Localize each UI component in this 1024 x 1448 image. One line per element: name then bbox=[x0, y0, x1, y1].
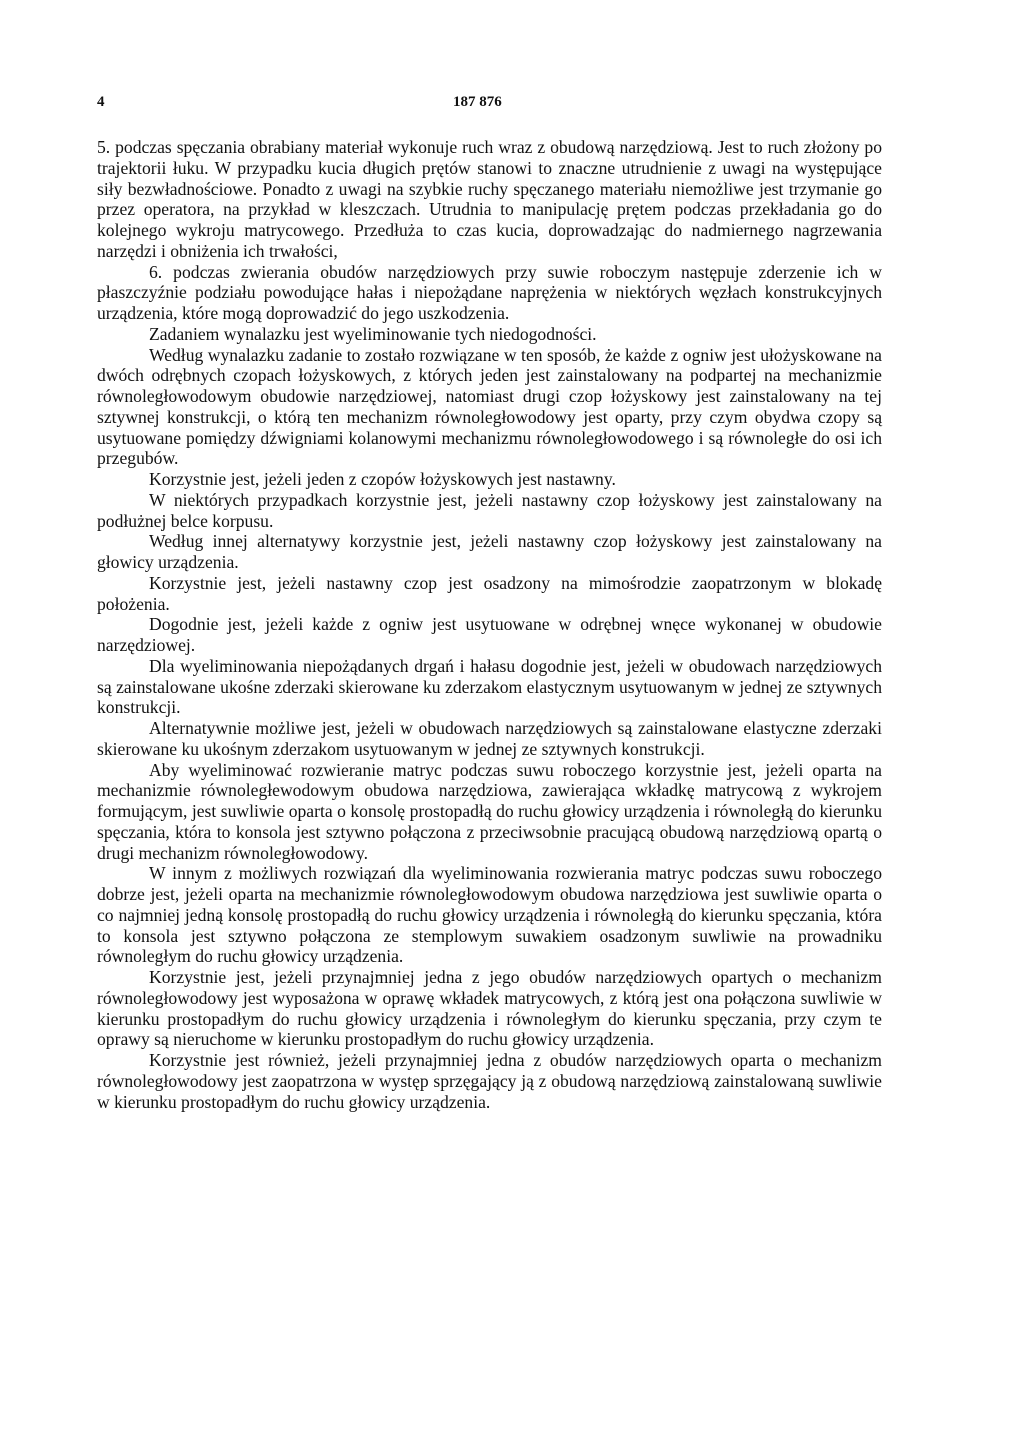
paragraph-elastic-stops: Alternatywnie możliwe jest, jeżeli w obudowach narzędziowych są zainstalowane elastyczne zderzaki skierowane ku ukośnym zderzakom usytuowanym w jednej ze sztywnych konstrukcji. bbox=[97, 718, 882, 759]
paragraph-alternative-console: W innym z możliwych rozwiązań dla wyeliminowania rozwierania matryc podczas suwu roboczego dobrze jest, jeżeli oparta na mechanizmie równoległowodowym obudowa narzędziowa jest suwliwie oparta o co najmniej jedną konsolę prostopadłą do ruchu głowicy urządzenia i równoległą do kierunku spęczania, która to konsola jest sztywno połączona ze stemplowym suwakiem osadzonym suwliwie na prowadniku równoległym do ruchu głowicy urządzenia. bbox=[97, 863, 882, 967]
paragraph-item-5: 5. podczas spęczania obrabiany materiał wykonuje ruch wraz z obudową narzędziową. Jest to ruch złożony po trajektorii łuku. W przypadku kucia długich prętów stanowi to znaczne utrudnienie z uwagi na występujące siły bezwładnościowe. Ponadto z uwagi na szybkie ruchy spęczanego materiału niemożliwe jest trzymanie go przez operatora, na przykład w kleszczach. Utrudnia to manipulację prętem podczas przekładania go do kolejnego wykroju matrycowego. Przedłuża to czas kucia, doprowadzając do nadmiernego nagrzewania narzędzi i obniżenia ich trwałości, bbox=[97, 137, 882, 261]
paragraph-coupling-projection: Korzystnie jest również, jeżeli przynajmniej jedna z obudów narzędziowych oparta o mechanizm równoległowodowy jest zaopatrzona w występ sprzęgający ją z obudową narzędziową zainstalowaną suwliwie w kierunku prostopadłym do ruchu głowicy urządzenia. bbox=[97, 1050, 882, 1112]
page-number: 4 bbox=[97, 94, 105, 110]
page-header bbox=[97, 94, 882, 116]
paragraph-head-mounted-pin: Według innej alternatywy korzystnie jest, jeżeli nastawny czop łożyskowy jest zainstalowany na głowicy urządzenia. bbox=[97, 531, 882, 572]
paragraph-oblique-stops: Dla wyeliminowania niepożądanych drgań i hałasu dogodnie jest, jeżeli w obudowach narzędziowych są zainstalowane ukośne zderzaki skierowane ku zderzakom elastycznym usytuowanym w jednej ze sztywnych konstrukcji. bbox=[97, 655, 882, 718]
paragraph-objective: Zadaniem wynalazku jest wyeliminowanie tych niedogodności. bbox=[149, 323, 597, 344]
paragraph-eccentric: Korzystnie jest, jeżeli nastawny czop jest osadzony na mimośrodzie zaopatrzonym w blokadę położenia. bbox=[97, 572, 882, 614]
paragraph-console: Aby wyeliminować rozwieranie matryc podczas suwu roboczego korzystnie jest, jeżeli oparta na mechanizmie równoległewodowym obudowa narzędziowa, zawierająca wkładkę matrycową z wykrojem formującym, jest suwliwie oparta o konsolę prostopadłą do ruchu głowicy urządzenia i równoległą do kierunku spęczania, która to konsola jest sztywno połączona z przeciwsobnie pracującą obudową narzędziową opartą o drugi mechanizm równoległowodowy. bbox=[97, 759, 882, 863]
paragraph-longitudinal-beam: W niektórych przypadkach korzystnie jest, jeżeli nastawny czop łożyskowy jest zainstalowany na podłużnej belce korpusu. bbox=[97, 489, 882, 531]
paragraph-recess: Dogodnie jest, jeżeli każde z ogniw jest usytuowane w odrębnej wnęce wykonanej w obudowie narzędziowej. bbox=[97, 614, 882, 655]
paragraph-solution: Według wynalazku zadanie to zostało rozwiązane w ten sposób, że każde z ogniw jest ułożyskowane na dwóch odrębnych czopach łożyskowych, z których jeden jest zainstalowany na podpartej na mechanizmie równoległowodowym obudowie narzędziowej, natomiast drugi czop łożyskowy jest zainstalowany na tej sztywnej konstrukcji, o którą ten mechanizm równoległowodowy jest oparty, przy czym obydwa czopy są usytuowane pomiędzy dźwigniami kolanowymi mechanizmu równoległowodowego i są równoległe do osi ich przegubów. bbox=[97, 344, 882, 469]
paragraph-adjustable-pin: Korzystnie jest, jeżeli jeden z czopów łożyskowych jest nastawny. bbox=[149, 469, 616, 489]
patent-number: 187 876 bbox=[453, 94, 502, 110]
body-text bbox=[97, 137, 882, 1112]
paragraph-die-holder: Korzystnie jest, jeżeli przynajmniej jedna z jego obudów narzędziowych opartych o mechanizm równoległowodowy jest wyposażona w oprawę wkładek matrycowych, z którą jest ona połączona suwliwie w kierunku prostopadłym do ruchu głowicy urządzenia i równoległym do kierunku spęczania, przy czym te oprawy są nieruchome w kierunku prostopadłym do ruchu głowicy urządzenia. bbox=[97, 967, 882, 1050]
paragraph-item-6: 6. podczas zwierania obudów narzędziowych przy suwie roboczym następuje zderzenie ich w płaszczyźnie podziału powodujące hałas i niepożądane naprężenia w niektórych węzłach konstrukcyjnych urządzenia, które mogą doprowadzić do jego uszkodzenia. bbox=[97, 261, 882, 323]
